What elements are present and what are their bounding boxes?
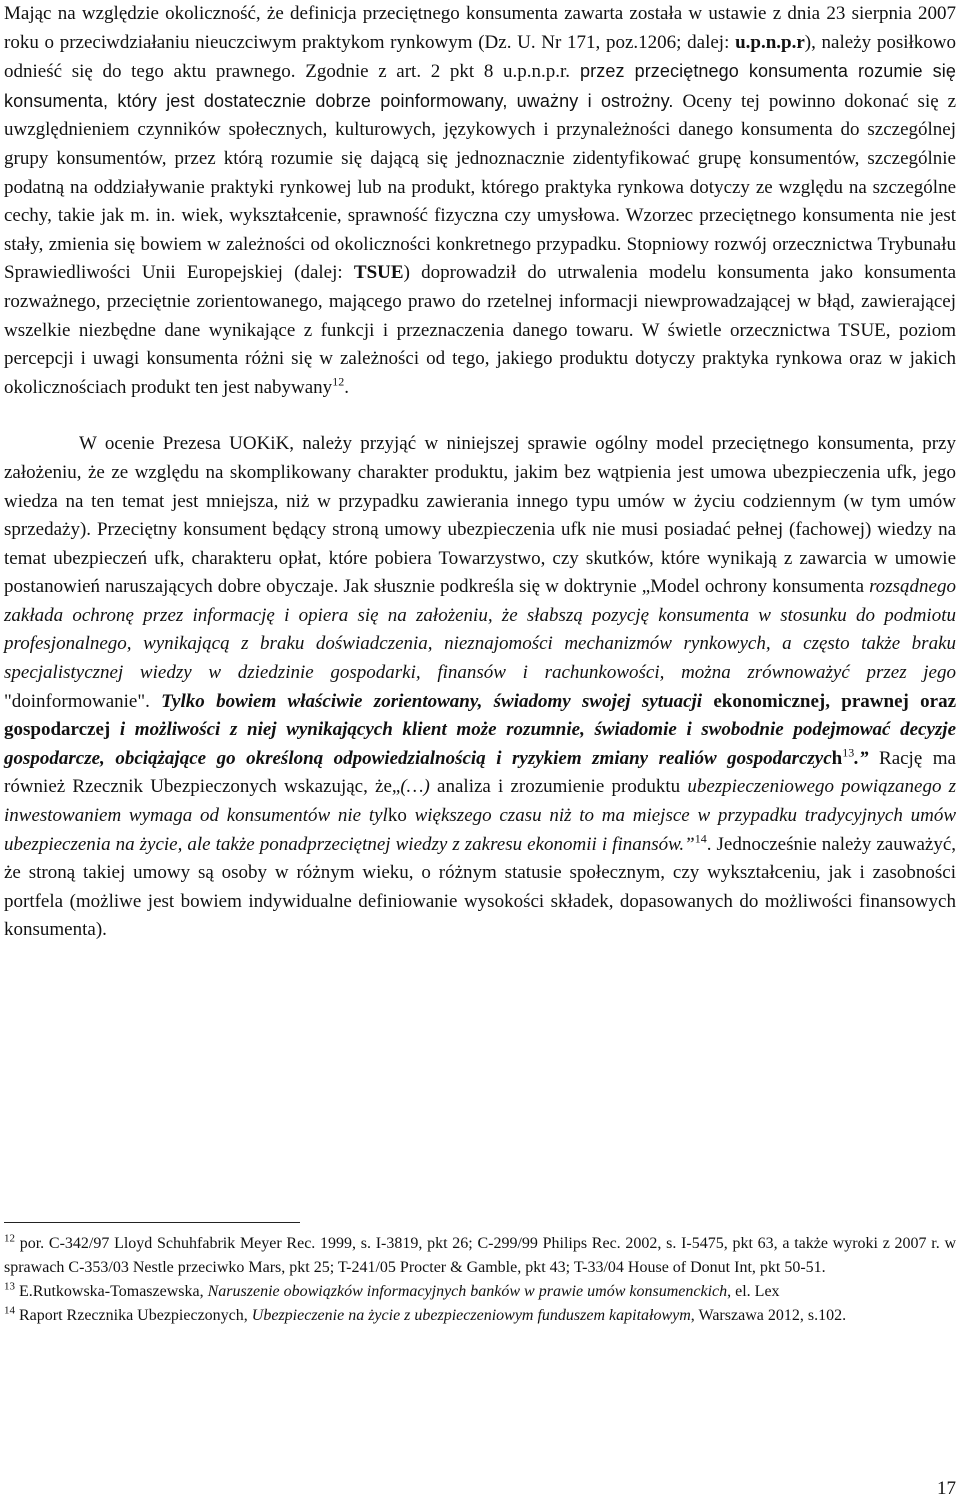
- footnote-text: E.Rutkowska-Tomaszewska,: [15, 1283, 208, 1300]
- footnote-number: 14: [4, 1304, 15, 1317]
- abbreviation-tsue: TSUE: [353, 262, 404, 284]
- footnote-title: Ubezpieczenie na życie z ubezpieczeniowym funduszem kapitałowym: [251, 1307, 691, 1324]
- quote-bold-italic: Tylko bowiem właściwie zorientowany, świadomy swojej sytuacji: [161, 690, 703, 712]
- quote-italic: większego czasu niż to ma miejsce w przypadku tradycyjnych umów ubezpieczenia na życie, ale także ponadprzeciętnej wiedzy z zakresu ekonomii i finansów.”: [4, 805, 957, 855]
- page-number: 17: [937, 1478, 956, 1499]
- quote-bold: ekonomicznej, prawnej oraz gospodarczej: [4, 690, 957, 741]
- footnote-ref-14[interactable]: 14: [694, 831, 707, 846]
- quote-bold-italic: i możliwości z niej wynikających klient może rozumnie, świadomie i swobodnie podejmować decyzje gospodarcze, obciążające go określoną odpowiedzialnością i ryzykiem zmiany realiów gospodarczyc: [4, 719, 956, 769]
- text-run: ), należy posiłkowo odnieść się do tego aktu prawnego. Zgodnie z art. 2 pkt 8 u.p.n.p.r.: [4, 31, 956, 83]
- footnote-text: , Warszawa 2012, s.102.: [690, 1307, 847, 1324]
- quote-end: .”: [854, 747, 880, 769]
- footnote-number: 12: [4, 1232, 15, 1245]
- text-run: W ocenie Prezesa UOKiK, należy przyjąć w niniejszej sprawie ogólny model przeciętnego konsumenta, przy założeniu, że ze względu na skomplikowany charakter produktu, jakim bez wątpienia jest umowa ubezpieczenia ufk, jego wiedza na ten temat jest mniejsza, niż w przypadku zawierania innego typu umów w życiu codziennym (w tym umów sprzedaży). Przeciętny konsument będący stroną umowy ubezpieczenia ufk nie musi posiadać pełnej (fachowej) wiedzy na temat ubezpieczeń ufk, charakteru opłat, które pobiera Towarzystwo, czy skutków, które wynikają z zawarcia w umowie postanowień naruszających dobre obyczaje. Jak słusznie podkreśla się w doktrynie „Model ochrony konsumenta: [4, 433, 956, 598]
- text-run: Wzorzec przeciętnego konsumenta nie jest stały, zmienia się bowiem w zależności od okoliczności konkretnego przypadku. Stopniowy rozwój orzecznictwa Trybunału Sprawiedliwości Unii Europejskiej (dalej:: [4, 205, 956, 284]
- paragraph-consumer-definition: [4, 0, 956, 402]
- footnote-title: Naruszenie obowiązków informacyjnych banków w prawie umów konsumenckich: [207, 1283, 728, 1300]
- text-run: ) doprowadził do utrwalenia modelu konsumenta jako konsumenta rozważnego, przeciętnie zorientowanego, mającego prawo do rzetelnej informacji niewprowadzającej w błąd, zawierającej wszelkie niezbędne dane wynikające z funkcji i przeznaczenia danego towaru. W świetle orzecznictwa TSUE, poziom percepcji i uwagi konsumenta różni się w zależności od tego, jakiego produktu dotyczy praktyka rynkowa oraz w jakich okolicznościach produkt ten jest nabywany: [4, 262, 957, 398]
- abbreviation-upnpr: u.p.n.p.r: [735, 31, 805, 53]
- footnote-14: [4, 1304, 956, 1328]
- text-run: . Jednocześnie należy zauważyć, że stroną takiej umowy są osoby w różnym wieku, o różnym statusie społecznym, czy wykształceniu, jak i zasobności portfela (możliwe jest bowiem indywidualne definiowanie wysokości składek, dopasowanych do możliwości finansowych konsumenta).: [4, 833, 957, 941]
- text-run: "doinformowanie".: [4, 690, 162, 712]
- text-run: Oceny tej powinno dokonać się z uwzględnieniem czynników społecznych, kulturowych, językowych i przynależności danego konsumenta do szczególnej grupy konsumentów, przez którą rozumie się dającą się jednoznacznie zidentyfikować grupę konsumentów, szczególnie podatną na oddziaływanie praktyki rynkowej lub na produkt, którego praktyka rynkowa dotyczy ze względu na szczególne cechy, takie jak m. in. wiek, wykształcenie, sprawność fizyczna czy umysłowa.: [4, 90, 957, 227]
- text-run: analiza i zrozumienie produktu: [429, 776, 688, 798]
- footnote-ref-12[interactable]: 12: [332, 374, 345, 389]
- footnote-ref-13[interactable]: 13: [842, 745, 855, 760]
- footnote-text: por. C-342/97 Lloyd Schuhfabrik Meyer Rec. 1999, s. I-3819, pkt 26; C-299/99 Philips Rec. 2002, s. I-5475, pkt 63, a także wyroki z 2007 r. w sprawach C-353/03 Nestle przeciwko Mars, pkt 25; T-241/05 Procter & Gamble, pkt 43; T-33/04 House of Donut Int, pkt 50-51.: [4, 1235, 956, 1276]
- footnote-text: Raport Rzecznika Ubezpieczonych,: [15, 1307, 252, 1324]
- text-run: Mając na względzie okoliczność, że definicja przeciętnego konsumenta zawarta została w ustawie z dnia 23 sierpnia 2007 roku o przeciwdziałaniu nieuczciwym praktykom rynkowym (Dz. U. Nr 171, poz.1206; dalej:: [4, 3, 956, 53]
- footnote-number: 13: [4, 1280, 15, 1293]
- paragraph-uokik-assessment: [4, 430, 956, 945]
- document-page: [4, 0, 956, 945]
- text-run-definition: przez przeciętnego konsumenta rozumie się konsumenta, który jest dostatecznie dobrze poinformowany, uważny i ostrożny.: [4, 61, 956, 111]
- footnote-separator: [4, 1222, 300, 1223]
- quote-italic: ubezpieczeniowego powiązanego z inwestowaniem wymaga od konsumentów nie tyl: [4, 776, 957, 827]
- text-run: ko: [387, 805, 415, 827]
- ellipsis-italic: (…): [400, 776, 430, 798]
- text-run: Rację ma również Rzecznik Ubezpieczonych wskazując, że„: [4, 747, 956, 798]
- quote-italic: rozsądnego zakłada ochronę przez informację i opiera się na założeniu, że słabszą pozycję konsumenta w stosunku do podmiotu profesjonalnego, wynikającą z braku doświadczenia, nieznajomości mechanizmów rynkowych, a często także braku specjalistycznej wiedzy w dziedzinie gospodarki, finansów i rachunkowości, można zrównoważyć przez jego: [4, 576, 956, 684]
- footnote-text: , el. Lex: [727, 1283, 780, 1300]
- footnote-12: [4, 1232, 956, 1280]
- text-run: .: [344, 376, 349, 398]
- quote-bold: h: [831, 747, 843, 769]
- footnote-13: [4, 1280, 956, 1304]
- footnotes: [4, 1232, 956, 1328]
